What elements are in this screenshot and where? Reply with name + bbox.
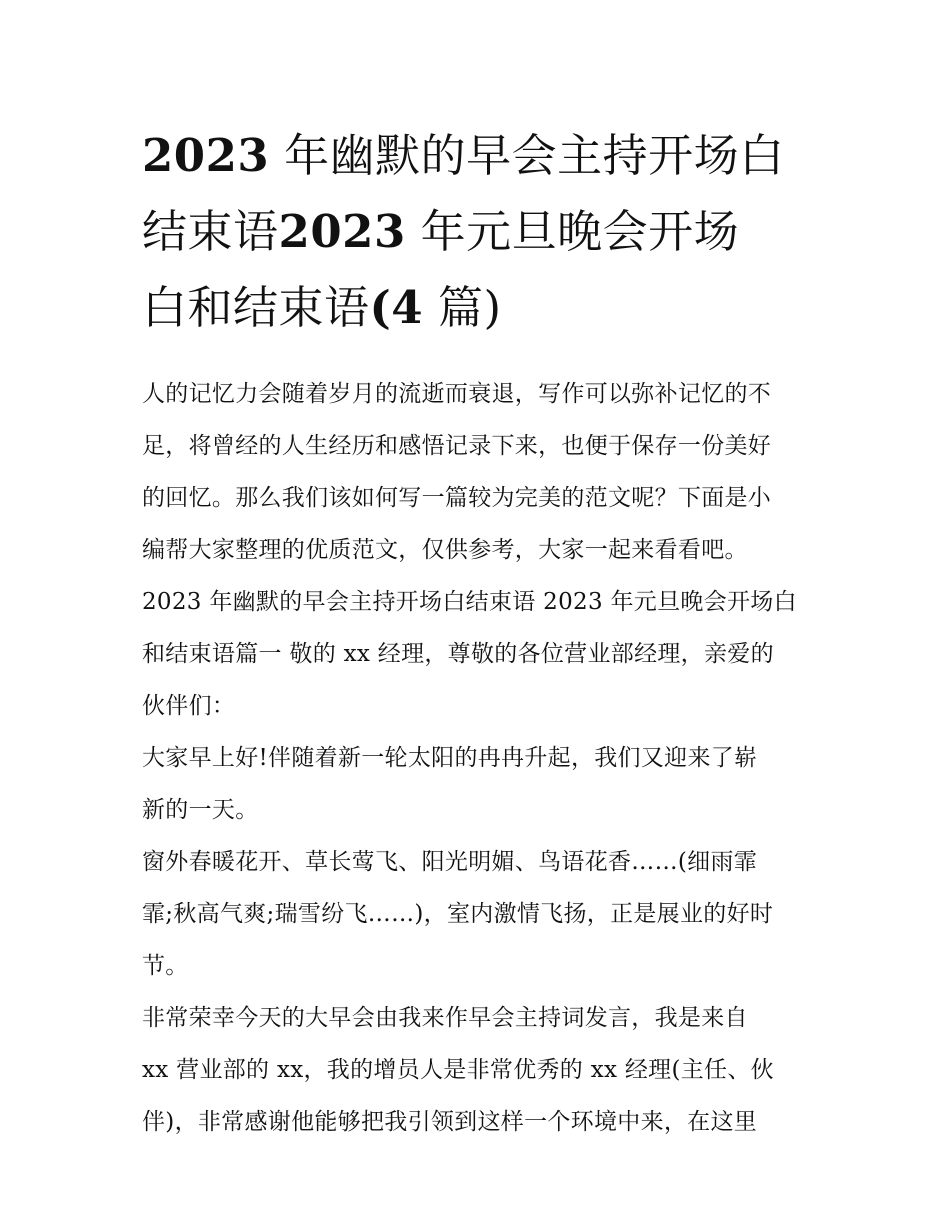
text-line: 新的一天。	[142, 797, 259, 823]
text-line: 的回忆。那么我们该如何写一篇较为完美的范文呢？下面是小	[142, 485, 772, 511]
document-title	[142, 118, 812, 346]
text-line: 窗外春暖花开、草长莺飞、阳光明媚、鸟语花香……(细雨霏	[142, 849, 758, 875]
text-line: 编帮大家整理的优质范文，仅供参考，大家一起来看看吧。	[142, 537, 748, 563]
section-heading-paragraph	[142, 576, 812, 732]
text-line: xx 营业部的 xx，我的增员人是非常优秀的 xx 经理(主任、伙	[142, 1057, 774, 1083]
text-line: 伴)，非常感谢他能够把我引领到这样一个环境中来，在这里	[142, 1109, 758, 1135]
text-line: 霏;秋高气爽;瑞雪纷飞……)，室内激情飞扬，正是展业的好时	[142, 901, 774, 927]
text-line: 足，将曾经的人生经历和感悟记录下来，也便于保存一份美好	[142, 433, 772, 459]
title-line: 结束语2023 年元旦晚会开场	[142, 205, 740, 258]
text-line: 非常荣幸今天的大早会由我来作早会主持词发言，我是来自	[142, 1005, 748, 1031]
text-line: 人的记忆力会随着岁月的流逝而衰退，写作可以弥补记忆的不	[142, 381, 772, 407]
text-line: 节。	[142, 953, 189, 979]
title-line: 白和结束语(4 篇)	[142, 281, 502, 334]
text-line: 和结束语篇一 敬的 xx 经理，尊敬的各位营业部经理，亲爱的	[142, 641, 774, 667]
document-body	[142, 368, 812, 1148]
text-line: 伙伴们：	[142, 693, 236, 719]
title-line: 2023 年幽默的早会主持开场白	[142, 129, 785, 182]
text-line: 2023 年幽默的早会主持开场白结束语 2023 年元旦晚会开场白	[142, 589, 797, 615]
text-line: 大家早上好!伴随着新一轮太阳的冉冉升起，我们又迎来了崭	[142, 745, 758, 771]
introduction-paragraph	[142, 992, 812, 1148]
document-page	[142, 118, 812, 1148]
intro-paragraph	[142, 368, 812, 576]
greeting-paragraph	[142, 732, 812, 836]
scenery-paragraph	[142, 836, 812, 992]
